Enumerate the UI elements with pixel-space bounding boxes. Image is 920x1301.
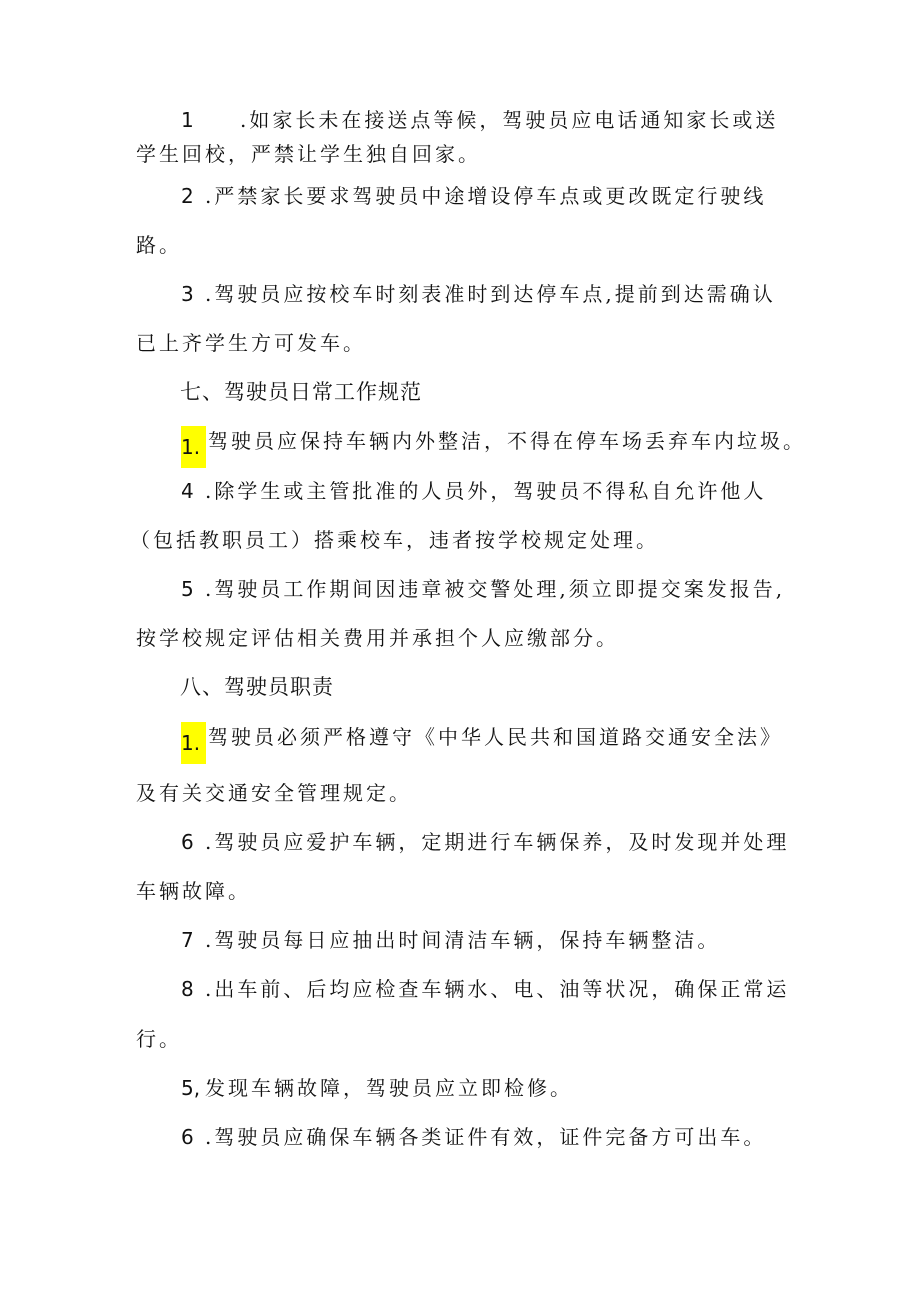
paragraph-2-line-1 (0, 181, 920, 211)
paragraph-5-text: .除学生或主管批准的人员外，驾驶员不得私自允许他人 (205, 479, 767, 503)
paragraph-2-text-cont: 路。 (136, 233, 182, 257)
paragraph-6-text: .驾驶员工作期间因违章被交警处理,须立即提交案发报告, (205, 577, 786, 601)
paragraph-3-number: 3 (181, 282, 194, 306)
paragraph-1-line-1 (0, 105, 920, 135)
paragraph-8-line-2 (0, 778, 920, 808)
paragraph-8-text: 驾驶员必须严格遵守《中华人民共和国道路交通安全法》 (208, 725, 783, 749)
paragraph-5-number: 4 (181, 479, 194, 503)
paragraph-3-text: .驾驶员应按校车时刻表准时到达停车点,提前到达需确认 (205, 282, 776, 306)
paragraph-6-line-2 (0, 623, 920, 653)
highlighted-number-1-duties: 1. (181, 722, 206, 764)
paragraph-11-text-cont: 行。 (136, 1027, 182, 1051)
paragraph-12-line-1 (0, 1073, 920, 1103)
paragraph-11-number: 8 (181, 977, 194, 1001)
paragraph-11-line-1 (0, 974, 920, 1004)
paragraph-2-text: .严禁家长要求驾驶员中途增设停车点或更改既定行驶线 (205, 184, 767, 208)
paragraph-3-line-2 (0, 328, 920, 358)
paragraph-10-number: 7 (181, 928, 194, 952)
highlighted-number-1: 1. (181, 426, 206, 468)
paragraph-6-text-cont: 按学校规定评估相关费用并承担个人应缴部分。 (136, 626, 619, 650)
paragraph-9-line-2 (0, 876, 920, 906)
paragraph-5-line-2 (0, 525, 920, 555)
paragraph-9-line-1 (0, 827, 920, 857)
paragraph-2-line-2 (0, 230, 920, 260)
paragraph-9-text: .驾驶员应爱护车辆，定期进行车辆保养，及时发现并处理 (205, 830, 790, 854)
paragraph-3-text-cont: 已上齐学生方可发车。 (136, 331, 366, 355)
section-heading-8: 八、驾驶员职责 (180, 675, 334, 699)
paragraph-3-line-1 (0, 279, 920, 309)
paragraph-12-text: 发现车辆故障，驾驶员应立即检修。 (205, 1076, 573, 1100)
paragraph-1-text: .如家长未在接送点等候，驾驶员应电话通知家长或送 (240, 108, 779, 132)
paragraph-11-line-2 (0, 1024, 920, 1054)
paragraph-10-line-1 (0, 925, 920, 955)
paragraph-13-text: .驾驶员应确保车辆各类证件有效，证件完备方可出车。 (205, 1125, 767, 1149)
paragraph-6-number: 5 (181, 577, 194, 601)
paragraph-4-line-1 (0, 426, 920, 459)
paragraph-4-text: 驾驶员应保持车辆内外整洁，不得在停车场丢弃车内垃圾。 (208, 429, 806, 453)
paragraph-5-text-cont: （包括教职员工）搭乘校车，违者按学校规定处理。 (130, 528, 659, 552)
paragraph-6-line-1 (0, 574, 920, 604)
paragraph-13-line-1 (0, 1122, 920, 1152)
paragraph-12-number: 5, (181, 1076, 201, 1100)
paragraph-9-text-cont: 车辆故障。 (136, 879, 251, 903)
paragraph-2-number: 2 (181, 184, 194, 208)
paragraph-5-line-1 (0, 476, 920, 506)
paragraph-11-text: .出车前、后均应检查车辆水、电、油等状况，确保正常运 (205, 977, 790, 1001)
paragraph-1-text-cont: 学生回校，严禁让学生独自回家。 (136, 142, 481, 166)
paragraph-1-line-2 (0, 139, 920, 169)
paragraph-8-line-1 (0, 722, 920, 755)
paragraph-13-number: 6 (181, 1125, 194, 1149)
paragraph-10-text: .驾驶员每日应抽出时间清洁车辆，保持车辆整洁。 (205, 928, 721, 952)
paragraph-1-number: 1 (181, 108, 194, 132)
section-heading-7: 七、驾驶员日常工作规范 (180, 380, 422, 404)
paragraph-8-text-cont: 及有关交通安全管理规定。 (136, 781, 412, 805)
paragraph-9-number: 6 (181, 830, 194, 854)
